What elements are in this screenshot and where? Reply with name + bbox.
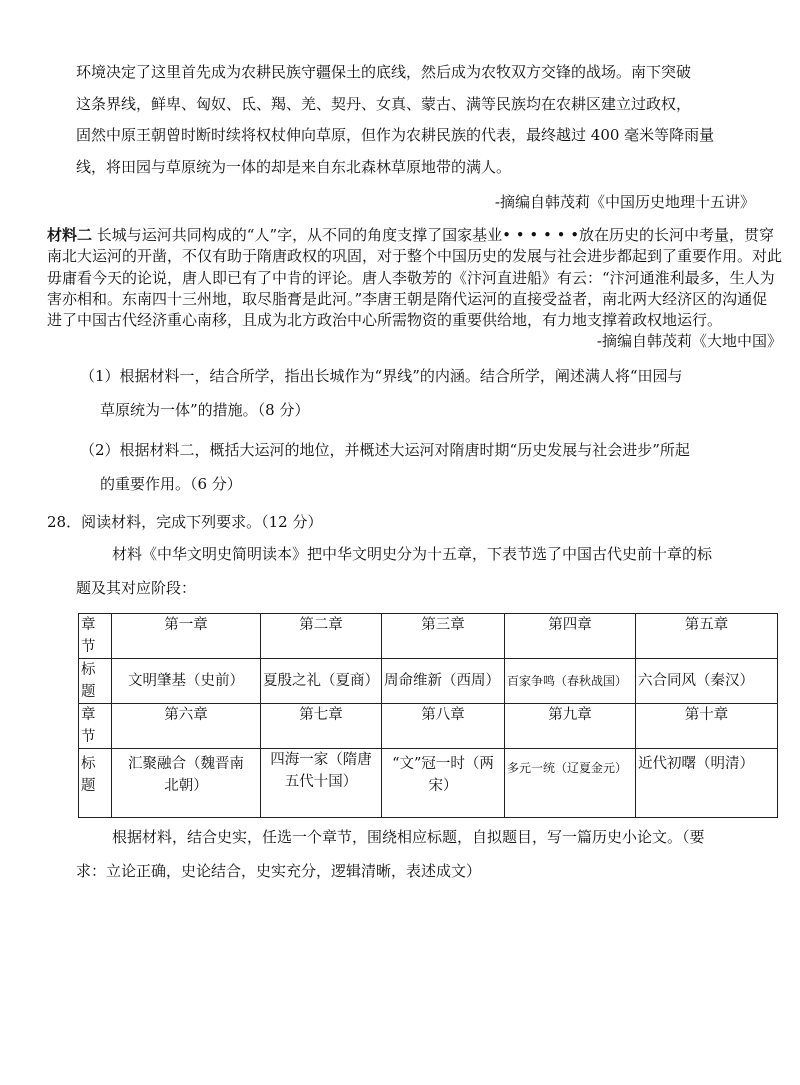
material-two [47,225,782,353]
table-cell: 章节 [79,703,112,748]
text-line: 材料《中华文明史简明读本》把中华文明史分为十五章，下表节选了中国古代史前十章的标 [112,544,713,563]
text-line: 求：立论正确，史论结合，史实充分，逻辑清晰，表述成文） [76,861,482,880]
table-row [79,658,778,703]
material-two-source: -摘编自韩茂莉《大地中国》 [596,332,782,351]
question-2 [80,433,780,501]
material-two-heading: 材料二 [47,226,93,244]
table-cell: 近代初曙（明清） [636,748,778,817]
material-one-source: -摘编自韩茂莉《中国历史地理十五讲》 [494,193,755,211]
text-line: 根据材料，结合史实，任选一个章节，围绕相应标题，自拟题目，写一篇历史小论文。（要 [112,827,705,846]
table-cell: 百家争鸣（春秋战国） [505,658,636,703]
table-cell: 文明肇基（史前） [112,658,261,703]
table-cell: 多元一统（辽夏金元） [505,748,636,817]
text-line: 的重要作用。（6 分） [100,474,242,493]
table-row [79,748,778,817]
text-line: 环境决定了这里首先成为农耕民族守疆保土的底线，然后成为农牧双方交锋的战场。南下突破 [76,63,692,81]
table-cell: 四海一家（隋唐五代十国） [261,748,382,817]
table-row [79,613,778,658]
table-row [79,703,778,748]
table-cell: 第五章 [636,613,778,658]
material-two-text: 长城与运河共同构成的“人”字，从不同的角度支撑了国家基业• • • • • •放在历史的长河中考量，贯穿南北大运河的开凿，不仅有助于隋唐政权的巩固，对于整个中国历史的发展与社会进步都起到了重要作用。对此毋庸看今天的论说，唐人即已有了中肯的评论。唐人李敬芳的《汴河直进船》有云：“汴河通淮利最多，生人为害亦相和。东南四十三州地，取尽脂膏是此河。”李唐王朝是隋代运河的直接受益者，南北两大经济区的沟通促进了中国古代经济重心南移，且成为北方政治中心所需物资的重要供给地，有力地支撑着政权地运行。 [47,226,783,330]
text-line: （2）根据材料二，概括大运河的地位，并概述大运河对隋唐时期“历史发展与社会进步”所起 [80,440,690,459]
text-line: （1）根据材料一，结合所学，指出长城作为“界线”的内涵。结合所学，阐述满人将“田园与 [80,366,683,385]
table-cell: 汇聚融合（魏晋南北朝） [112,748,261,817]
text-line: 这条界线，鲜卑、匈奴、氐、羯、羌、契丹、女真、蒙古、满等民族均在农耕区建立过政权， [76,94,692,113]
text-line: 草原统为一体”的措施。（8 分） [100,400,310,419]
table-cell: “文”冠一时（两宋） [382,748,505,817]
table-cell: 第六章 [112,703,261,748]
text-line: 题及其对应阶段： [76,578,197,597]
essay-task [76,820,776,888]
question-28-intro [76,537,776,605]
table-cell: 标题 [79,748,112,817]
table-cell: 第九章 [505,703,636,748]
text-line: 线，将田园与草原统为一体的却是来自东北森林草原地带的满人。 [76,157,512,176]
table-cell: 周命维新（西周） [382,658,505,703]
table-cell: 第一章 [112,613,261,658]
table-cell: 第七章 [261,703,382,748]
table-cell: 第三章 [382,613,505,658]
table-cell: 章节 [79,613,112,658]
chapter-table [78,613,778,818]
table-cell: 标题 [79,658,112,703]
question-1 [80,359,780,427]
table-cell: 第八章 [382,703,505,748]
question-28: 28．阅读材料，完成下列要求。（12 分） [47,512,323,531]
table-cell: 六合同风（秦汉） [636,658,778,703]
text-line: 固然中原王朝曾时断时续将权杖伸向草原，但作为农耕民族的代表，最终越过 400 毫米等降雨量 [76,126,715,144]
table-cell: 第二章 [261,613,382,658]
table-cell: 第四章 [505,613,636,658]
material-one-text [76,57,776,183]
table-cell: 夏殷之礼（夏商） [261,658,382,703]
table-cell: 第十章 [636,703,778,748]
